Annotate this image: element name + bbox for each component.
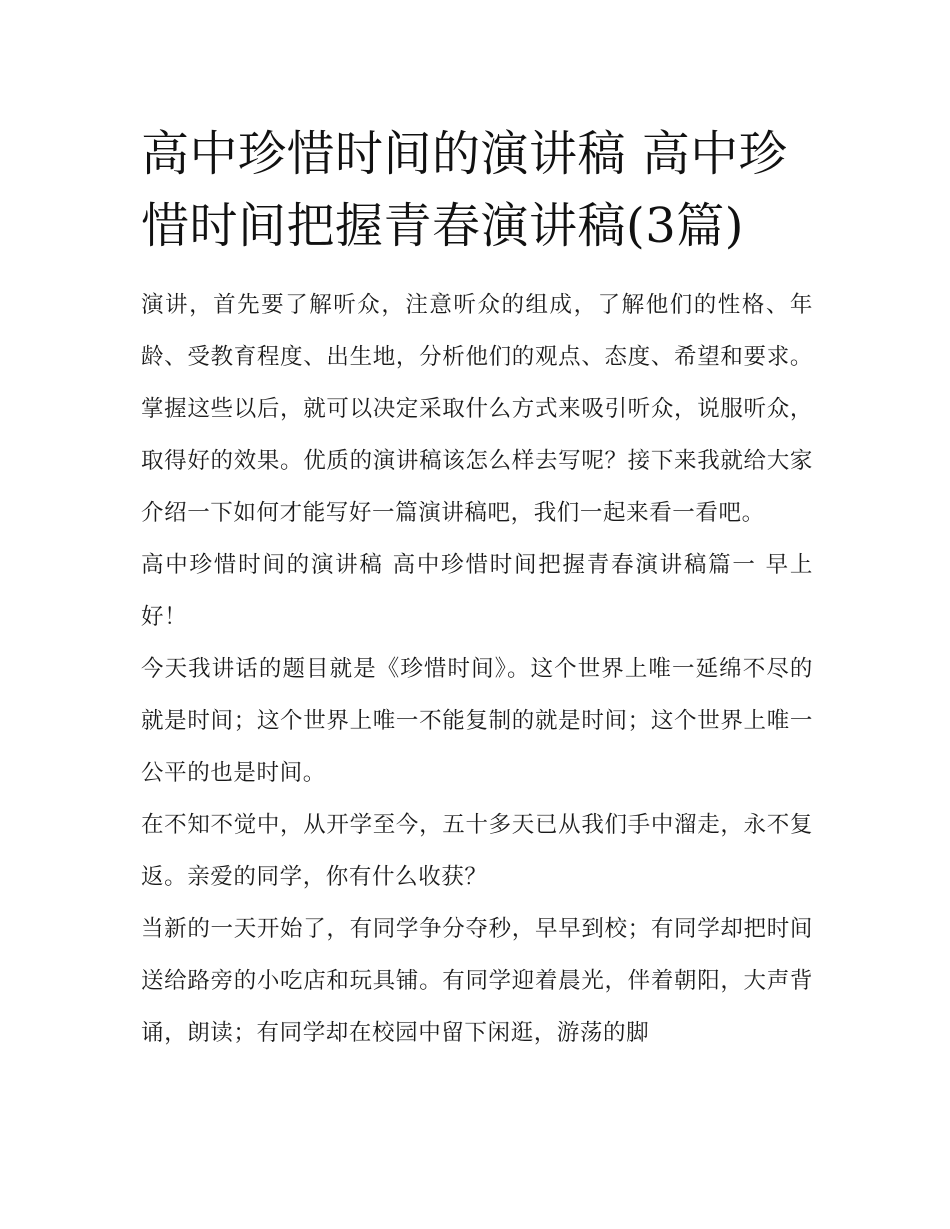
paragraph-new-day: 当新的一天开始了，有同学争分夺秒，早早到校；有同学却把时间送给路旁的小吃店和玩具铺。有同学迎着晨光，伴着朝阳，大声背诵，朗读；有同学却在校园中留下闲逛，游荡的脚 [141, 916, 813, 1046]
paragraph-section-heading: 高中珍惜时间的演讲稿 高中珍惜时间把握青春演讲稿篇一 早上好！ [141, 552, 813, 630]
document-title: 高中珍惜时间的演讲稿 高中珍惜时间把握青春演讲稿(3篇) [141, 126, 788, 254]
paragraph-days-passed: 在不知不觉中，从开学至今，五十多天已从我们手中溜走，永不复返。亲爱的同学，你有什么收获？ [141, 812, 813, 890]
paragraph-topic: 今天我讲话的题目就是《珍惜时间》。这个世界上唯一延绵不尽的就是时间；这个世界上唯一不能复制的就是时间；这个世界上唯一公平的也是时间。 [141, 656, 813, 786]
paragraph-intro: 演讲，首先要了解听众，注意听众的组成，了解他们的性格、年龄、受教育程度、出生地，分析他们的观点、态度、希望和要求。掌握这些以后，就可以决定采取什么方式来吸引听众，说服听众，取得好的效果。优质的演讲稿该怎么样去写呢？接下来我就给大家介绍一下如何才能写好一篇演讲稿吧，我们一起来看一看吧。 [141, 292, 813, 526]
document-body [141, 118, 813, 1059]
